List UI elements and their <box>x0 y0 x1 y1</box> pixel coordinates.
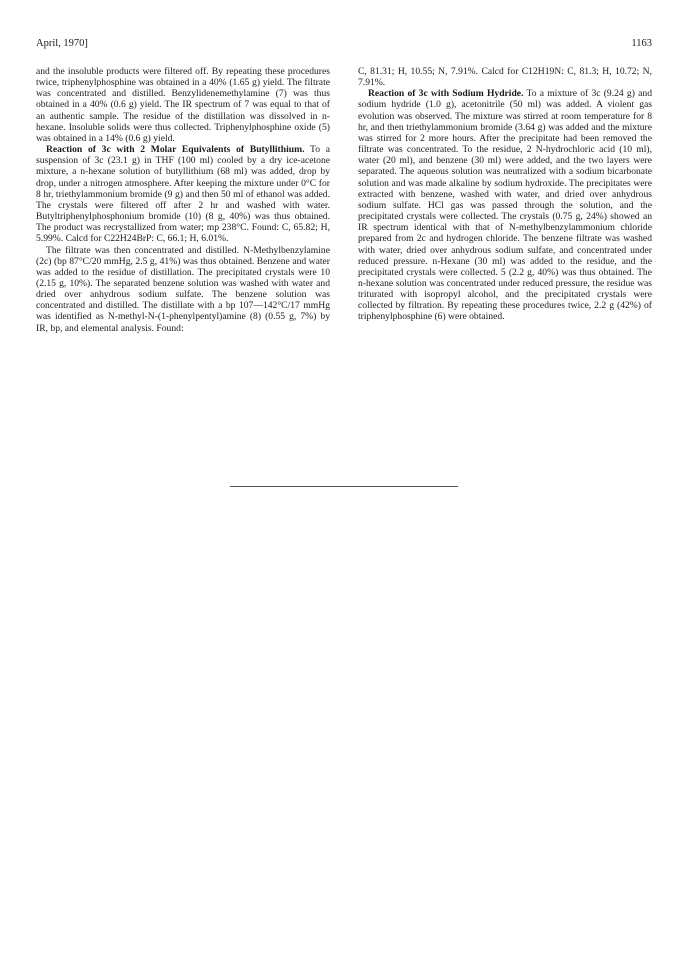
paragraph-filtrate: The filtrate was then concentrated and distilled. N-Methylbenzylamine (2c) (bp 87°C/20 mmHg, 2.5 g, 41%) was thus obtained. Benzene and water was added to the residue of distillation. The precipitated crystals were 10 (2.15 g, 10%). The separated benzene solution was washed with water and dried over anhydrous sodium sulfate. The benzene solution was concentrated and distilled. The distillate with a bp 107—142°C/17 mmHg was identified as N-methyl-N-(1-phenylpentyl)amine (8) (0.55 g, 7%) by IR, bp, and elemental analysis. Found: <box>36 244 330 334</box>
section-divider <box>230 486 458 487</box>
paragraph-body: To a suspension of 3c (23.1 g) in THF (100 ml) cooled by a dry ice-acetone mixture, a n-hexane solution of butyllithium (68 ml) was added, drop by drop, under a nitrogen atmosphere. After keeping the mixture under 0°C for 8 hr, triethylammonium bromide (9 g) and then 50 ml of ethanol was added. The crystals were filtered off after 2 hr and washed with water. Butyltriphenylphosphonium bromide (10) (8 g, 40%) was thus obtained. The product was recrystallized from water; mp 238°C. Found: C, 65.82; H, 5.99%. Calcd for C22H24BrP: C, 66.1; H, 6.01%. <box>36 144 330 245</box>
section-heading-sodium-hydride: Reaction of 3c with Sodium Hydride. <box>368 88 524 100</box>
section-heading-butyllithium: Reaction of 3c with 2 Molar Equivalents of Butyllithium. <box>46 144 305 156</box>
paragraph-sodium-hydride <box>358 88 652 322</box>
issue-date: April, 1970] <box>36 38 88 49</box>
running-header <box>36 38 652 52</box>
right-column <box>358 66 652 323</box>
paragraph-continuation: and the insoluble products were filtered off. By repeating these procedures twice, triphenylphosphine was obtained in a 40% (1.65 g) yield. The filtrate was concentrated and distilled. Benzylidenemethylamine (7) was thus obtained in a 40% (0.6 g) yield. The IR spectrum of 7 was equal to that of an authentic sample. The residue of the distillation was dissolved in n-hexane. Insoluble solids were thus collected. Triphenylphosphine oxide (5) was obtained in a 14% (0.6 g) yield. <box>36 66 330 144</box>
paragraph-body: To a mixture of 3c (9.24 g) and sodium hydride (1.0 g), acetonitrile (50 ml) was added. A violent gas evolution was observed. The mixture was stirred at room temperature for 8 hr, and then triethylammonium bromide (3.64 g) was added and the mixture was stirred for 2 more hours. After the precipitate had been removed the filtrate was concentrated. To the residue, 2 N-hydrochloric acid (10 ml), water (20 ml), and benzene (30 ml) were added, and the two layers were separated. The aqueous solution was neutralized with a sodium bicarbonate solution and was made alkaline by sodium hydroxide. The precipitates were extracted with benzene, washed with water, and dried over anhydrous sodium sulfate. HCl gas was passed through the solution, and the precipitated crystals were collected. The crystals (0.75 g, 24%) showed an IR spectrum identical with that of N-methylbenzylammonium chloride prepared from 2c and hydrogen chloride. The benzene filtrate was washed with water, dried over anhydrous sodium sulfate, and concentrated under reduced pressure. n-Hexane (30 ml) was added to the residue, and the precipitated crystals were collected. 5 (2.2 g, 40%) was thus obtained. The n-hexane solution was concentrated under reduced pressure, the residue was triturated with isopropyl alcohol, and the precipitated crystals were collected by filtration. By repeating these procedures twice, 2.2 g (42%) of triphenylphosphine (6) were obtained. <box>358 88 652 323</box>
left-column <box>36 66 330 334</box>
paragraph-analysis: C, 81.31; H, 10.55; N, 7.91%. Calcd for C12H19N: C, 81.3; H, 10.72; N, 7.91%. <box>358 66 652 89</box>
page-number: 1163 <box>631 38 652 49</box>
paragraph-butyllithium <box>36 144 330 244</box>
